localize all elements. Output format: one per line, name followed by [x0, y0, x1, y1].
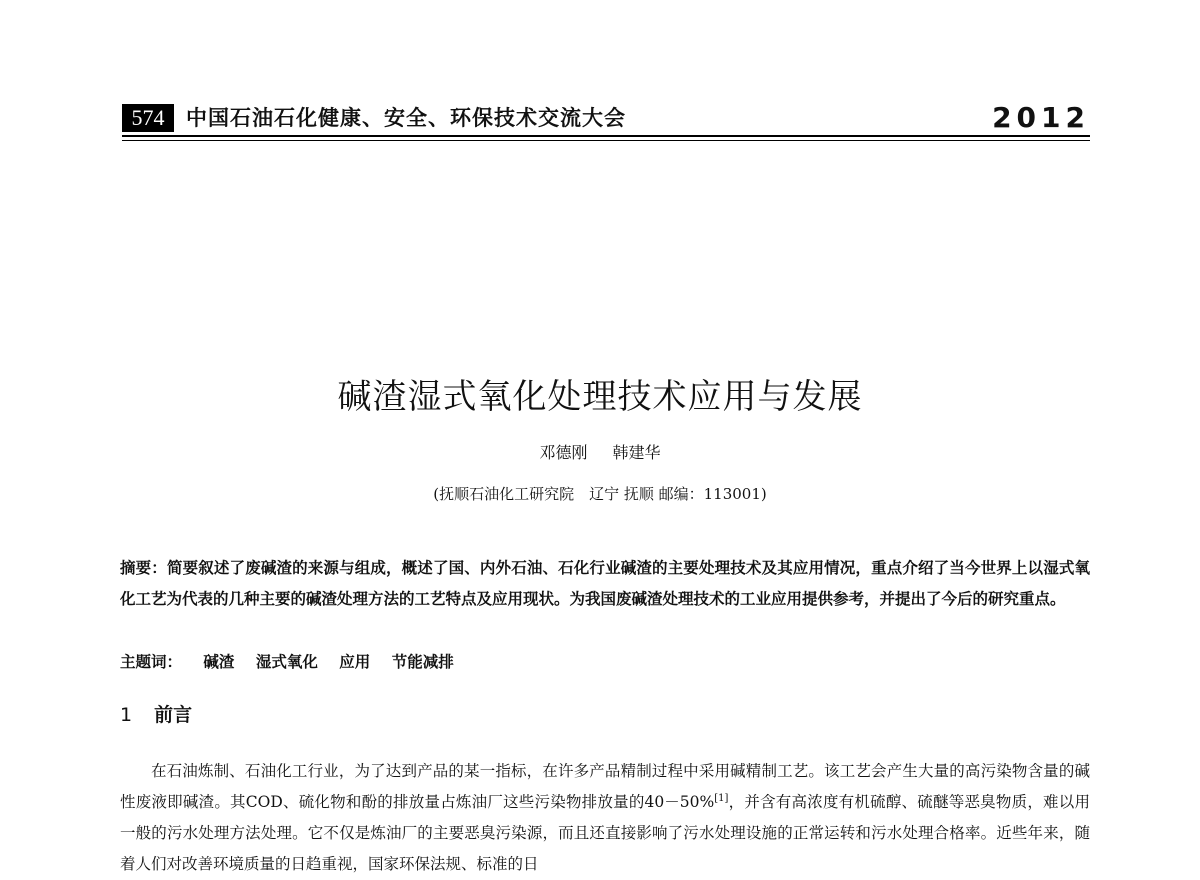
paragraph-text: 在石油炼制、石油化工行业，为了达到产品的某一指标，在许多产品精制过程中采用碱精制工艺。该工艺会产生大量的高污染物含量的碱性废液即碱渣。其COD、硫化物和酚的排放量占炼油厂这些污染物排放量的40－50% — [120, 762, 1090, 811]
section-heading — [120, 701, 192, 729]
header-year: 2012 — [992, 101, 1090, 134]
article-title: 碱渣湿式氧化处理技术应用与发展 — [337, 377, 863, 417]
body-text — [120, 756, 1090, 880]
page-number: 574 — [122, 104, 174, 132]
author-name: 邓德刚 — [539, 443, 588, 462]
keywords-label: 主题词： — [120, 653, 183, 671]
abstract-text: 简要叙述了废碱渣的来源与组成，概述了国、内外石油、石化行业碱渣的主要处理技术及其应用情况，重点介绍了当今世界上以湿式氧化工艺为代表的几种主要的碱渣处理方法的工艺特点及应用现状。为我国废碱渣处理技术的工业应用提供参考，并提出了今后的研究重点。 — [120, 559, 1090, 608]
header-rule-thick — [122, 135, 1090, 137]
citation-ref: [1] — [714, 792, 729, 804]
author-list — [0, 442, 1200, 464]
running-header — [122, 102, 1090, 136]
keyword: 节能减排 — [391, 653, 454, 671]
header-rule-thin — [122, 140, 1090, 141]
journal-title: 中国石油石化健康、安全、环保技术交流大会 — [186, 106, 626, 130]
author-affiliation: (抚顺石油化工研究院 辽宁 抚顺 邮编：113001) — [433, 485, 767, 503]
body-paragraph — [120, 756, 1090, 880]
paragraph-text-cont: ，并含有高浓度有机硫醇、硫醚等恶臭物质，难以用一般的污水处理方法处理。它不仅是炼油厂的主要恶臭污染源，而且还直接影响了污水处理设施的正常运转和污水处理合格率。近些年来，随着人们对改善环境质量的日趋重视，国家环保法规、标准的日 — [120, 793, 1090, 873]
keyword: 碱渣 — [203, 653, 235, 671]
section-number: 1 — [120, 704, 133, 726]
keywords — [120, 650, 1090, 674]
section-title: 前言 — [154, 704, 193, 726]
abstract-label: 摘要： — [120, 559, 167, 577]
author-name: 韩建华 — [612, 443, 661, 462]
keyword: 应用 — [339, 653, 371, 671]
keyword: 湿式氧化 — [255, 653, 318, 671]
abstract — [120, 553, 1090, 615]
